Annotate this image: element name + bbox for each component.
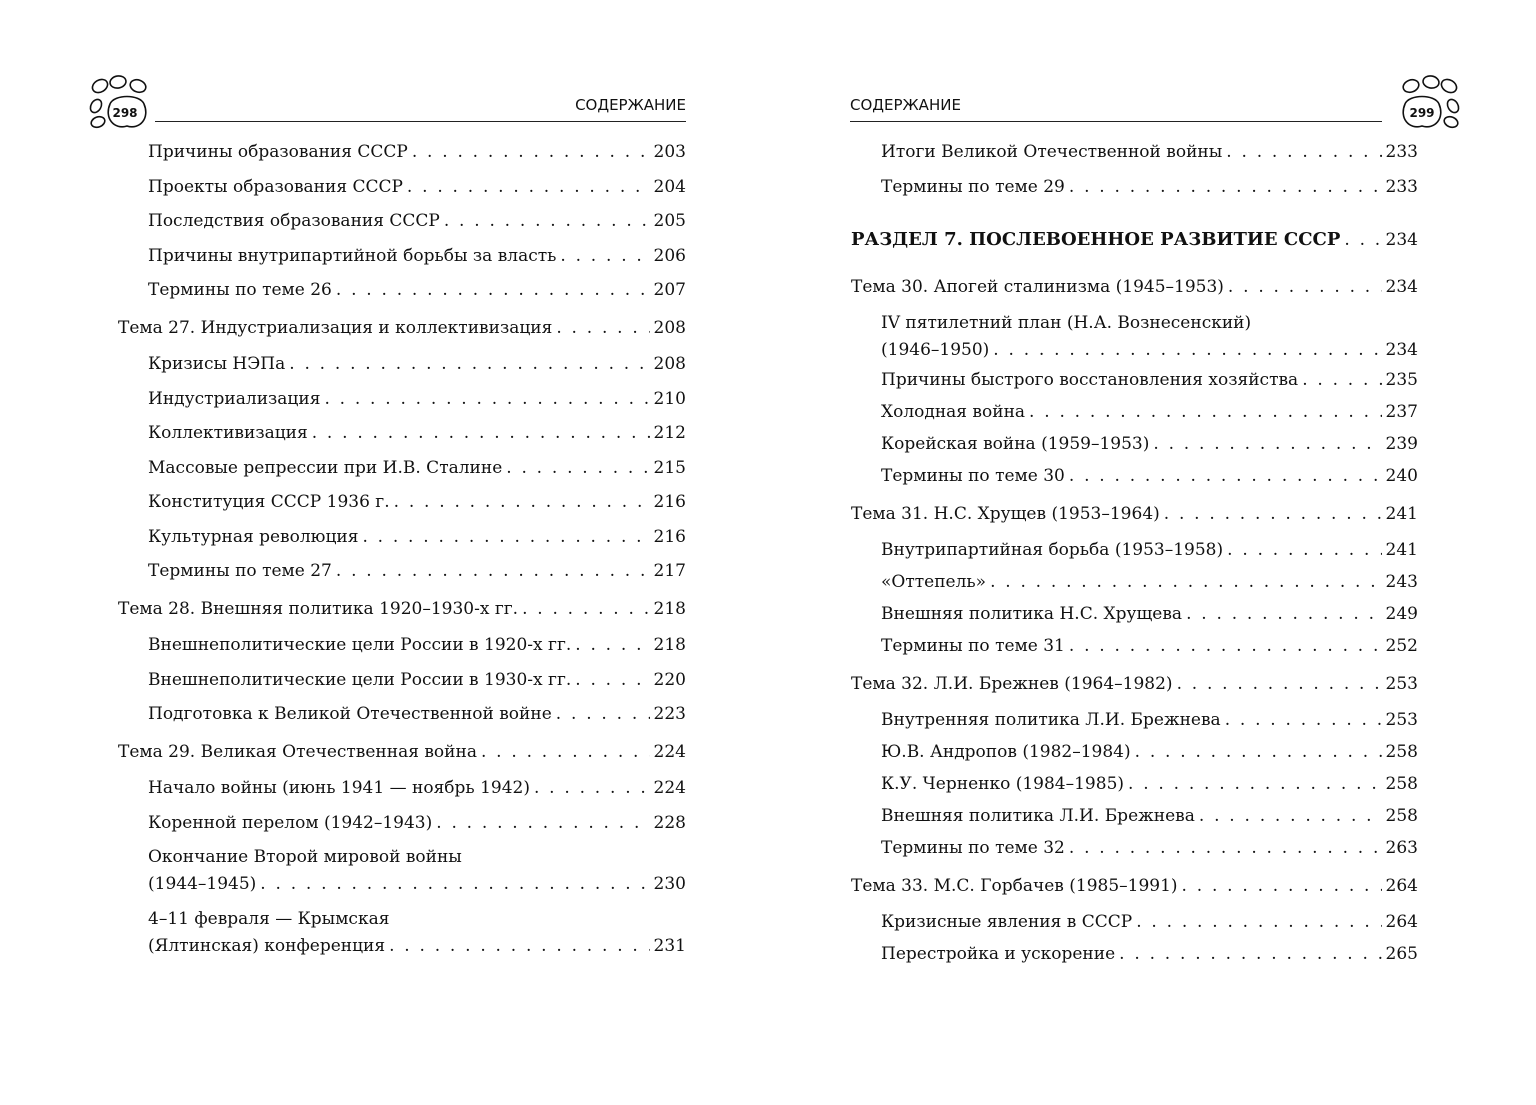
toc-entry[interactable]: Перестройка и ускорение . . . 265 [881,941,1418,967]
toc-section[interactable]: РАЗДЕЛ 7. ПОСЛЕВОЕННОЕ РАЗВИТИЕ СССР . . . 234 [851,227,1418,253]
toc-entry[interactable]: К.У. Черненко (1984–1985) . . . 258 [881,771,1418,797]
paw-icon [88,74,160,134]
toc-entry[interactable]: Термины по теме 29 . . . 233 [881,174,1418,200]
running-header: СОДЕРЖАНИЕ [850,96,1382,122]
toc-entry[interactable]: Проекты образования СССР . . . 204 [148,174,686,200]
toc-entry[interactable]: Ю.В. Андропов (1982–1984) . . . 258 [881,739,1418,765]
toc-entry[interactable]: Окончание Второй мировой войны (1944–1945) . . . 230 [148,844,686,897]
toc-topic[interactable]: Тема 27. Индустриализация и коллективизация . . . 208 [118,315,686,341]
toc-topic[interactable]: Тема 32. Л.И. Брежнев (1964–1982) . . . 253 [851,671,1418,697]
page-number: 299 [1409,106,1435,120]
toc-list [118,139,686,967]
toc-entry[interactable]: Термины по теме 32 . . . 263 [881,835,1418,861]
toc-topic[interactable]: Тема 29. Великая Отечественная война . . . 224 [118,739,686,765]
toc-entry[interactable]: IV пятилетний план (Н.А. Вознесенский) (1946–1950) . . . 234 [881,310,1418,363]
toc-entry[interactable]: Внешняя политика Л.И. Брежнева . . . 258 [881,803,1418,829]
toc-entry[interactable]: Корейская война (1959–1953) . . . 239 [881,431,1418,457]
toc-entry[interactable]: Причины образования СССР . . . 203 [148,139,686,165]
toc-entry[interactable]: Конституция СССР 1936 г. . . . 216 [148,489,686,515]
right-page [768,0,1536,1105]
toc-topic[interactable]: Тема 31. Н.С. Хрущев (1953–1964) . . . 241 [851,501,1418,527]
toc-entry[interactable]: Культурная революция . . . 216 [148,524,686,550]
toc-entry[interactable]: Внутрипартийная борьба (1953–1958) . . . 241 [881,537,1418,563]
toc-entry[interactable]: Индустриализация . . . 210 [148,386,686,412]
toc-entry[interactable]: Коллективизация . . . 212 [148,420,686,446]
toc-entry[interactable]: Внутренняя политика Л.И. Брежнева . . . 253 [881,707,1418,733]
toc-entry[interactable]: Итоги Великой Отечественной войны . . . 233 [881,139,1418,165]
toc-entry[interactable]: Термины по теме 30 . . . 240 [881,463,1418,489]
toc-entry[interactable]: «Оттепель» . . . 243 [881,569,1418,595]
toc-entry[interactable]: Коренной перелом (1942–1943) . . . 228 [148,810,686,836]
toc-entry[interactable]: Холодная война . . . 237 [881,399,1418,425]
toc-topic[interactable]: Тема 28. Внешняя политика 1920–1930-х гг. . . . 218 [118,596,686,622]
toc-entry[interactable]: Внешнеполитические цели России в 1920-х гг. . . . 218 [148,632,686,658]
toc-entry[interactable]: Подготовка к Великой Отечественной войне . . . 223 [148,701,686,727]
paw-icon [1389,74,1461,134]
running-header: СОДЕРЖАНИЕ [155,96,686,122]
toc-entry[interactable]: Термины по теме 27 . . . 217 [148,558,686,584]
toc-entry[interactable]: Последствия образования СССР . . . 205 [148,208,686,234]
toc-entry[interactable]: Начало войны (июнь 1941 — ноябрь 1942) . . . 224 [148,775,686,801]
toc-topic[interactable]: Тема 30. Апогей сталинизма (1945–1953) . . . 234 [851,274,1418,300]
toc-entry[interactable]: 4–11 февраля — Крымская (Ялтинская) конференция . . . 231 [148,906,686,959]
toc-entry[interactable]: Кризисы НЭПа . . . 208 [148,351,686,377]
toc-list [851,139,1418,975]
toc-entry[interactable]: Термины по теме 26 . . . 207 [148,277,686,303]
toc-entry[interactable]: Внешнеполитические цели России в 1930-х гг. . . . 220 [148,667,686,693]
toc-entry[interactable]: Массовые репрессии при И.В. Сталине . . . 215 [148,455,686,481]
toc-entry[interactable]: Причины внутрипартийной борьбы за власть . . . 206 [148,243,686,269]
toc-entry[interactable]: Термины по теме 31 . . . 252 [881,633,1418,659]
page-number: 298 [112,106,138,120]
toc-entry[interactable]: Причины быстрого восстановления хозяйства . . . 235 [881,367,1418,393]
toc-entry[interactable]: Внешняя политика Н.С. Хрущева . . . 249 [881,601,1418,627]
toc-topic[interactable]: Тема 33. М.С. Горбачев (1985–1991) . . . 264 [851,873,1418,899]
toc-entry[interactable]: Кризисные явления в СССР . . . 264 [881,909,1418,935]
